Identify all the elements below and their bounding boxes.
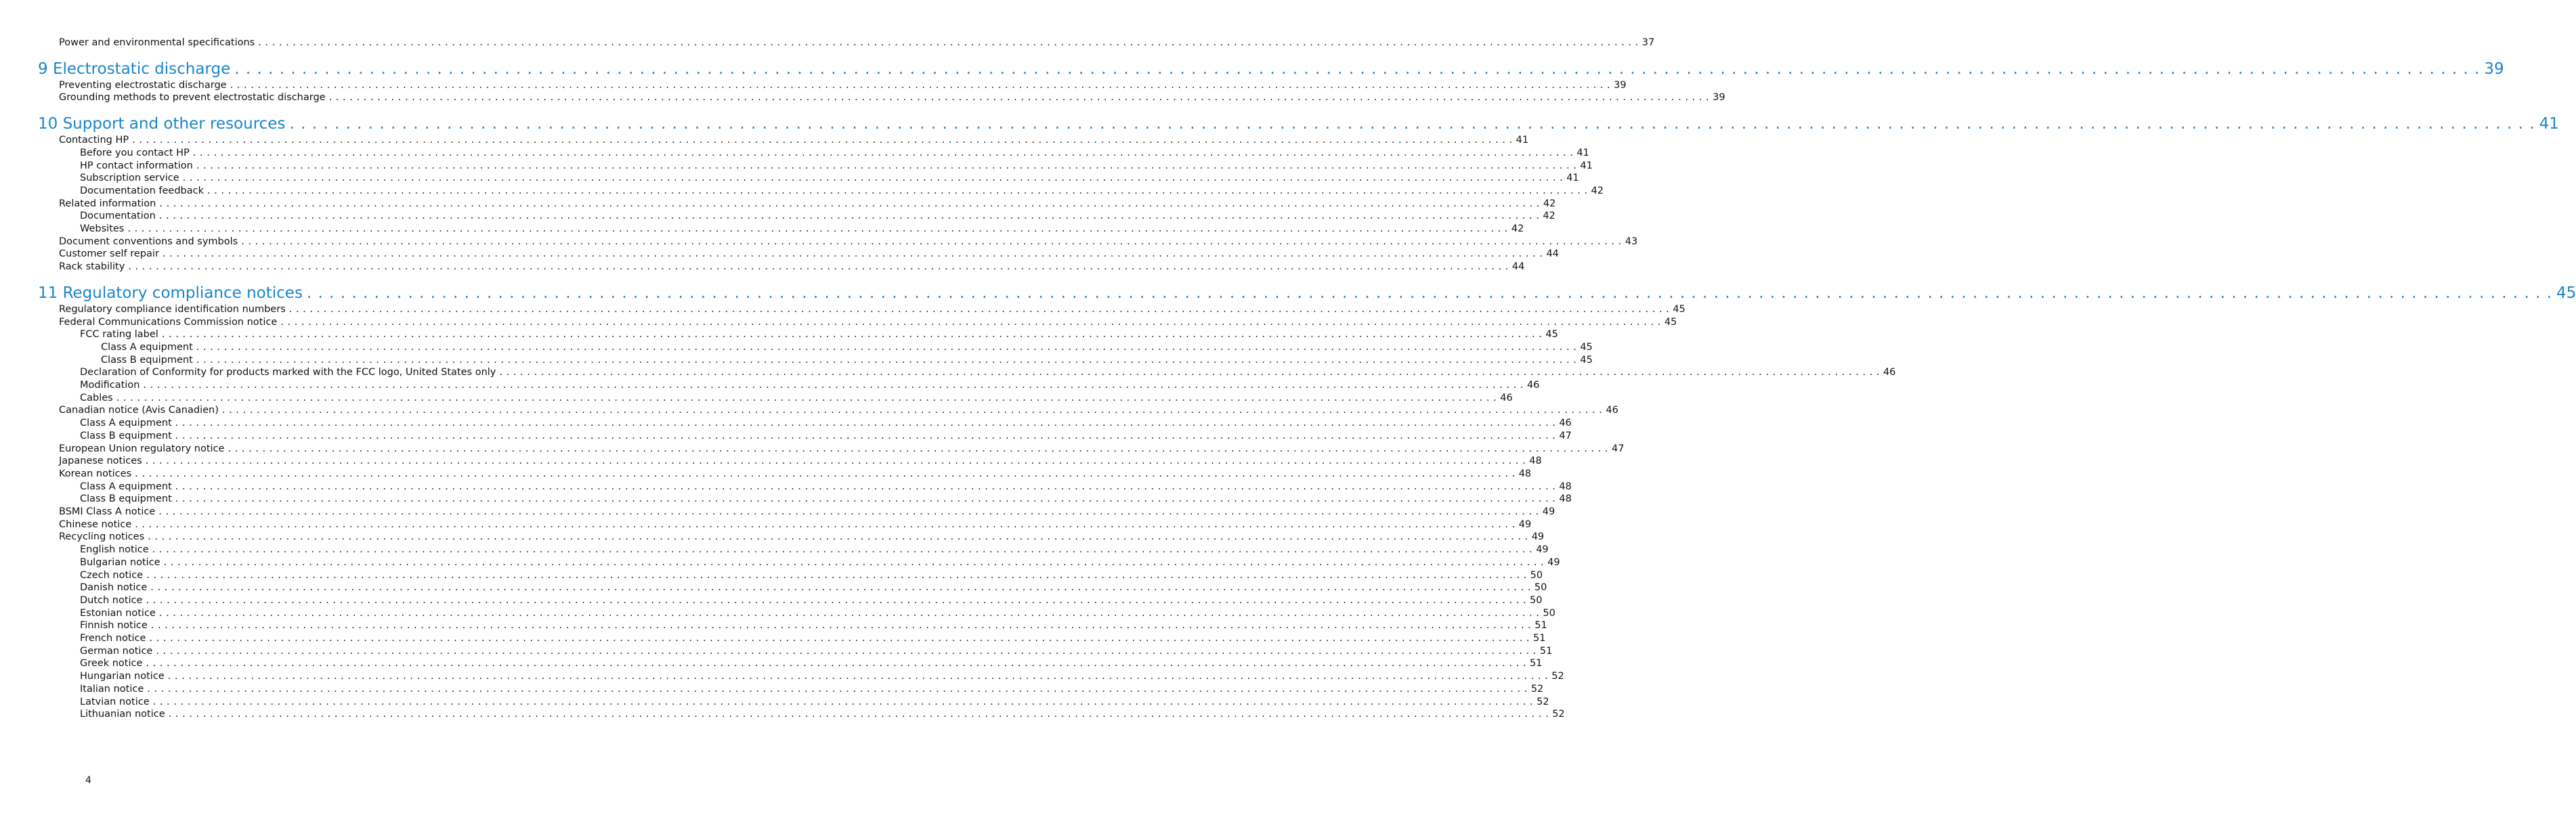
toc-page-number: 39	[2484, 60, 2504, 78]
toc-leader-dots: . . . . . . . . . . . . . . . . . . . . . . . . . . . . . . . . . . . . . . . . . . . . . . . . . . . . . . . . . . . . . . . . . . . . . . . . . . . . . . . . . . . . . . . . . . . . . . . . . . . . . . . . . . . . . . . . . . . . . . . . . . . . . . . . . . . . . . . . . . . . . . . . . . . . . . . . . . . . . . . . . . . . . . . . . . . . . . . . . . . . . . . . . . . . . . . . . . . . . . . .	[288, 303, 1670, 315]
toc-page-number: 44	[1546, 248, 1559, 260]
toc-page-number: 45	[1545, 329, 1558, 340]
toc-leader-dots: . . . . . . . . . . . . . . . . . . . . . . . . . . . . . . . . . . . . . . . . . . . . . . . . . . . . . . . . . . . . . . . . . . . . . . . . . . . . . . . . . . . . . . . . . . . . . . . . . . . . . . . . . . . . . . . . . . . . . . . . . . . . . . . . . . . . . . . . . . . . . . . . . . . . . . . . . . . . . . . . . . . . . . . . . . . . . . . . . . . . . . . . . . . . . . . . . . . . . . . .	[182, 173, 1564, 184]
toc-page-number: 47	[1611, 443, 1625, 454]
toc-entry-title: FCC rating label	[80, 329, 158, 340]
toc-entry-title: Regulatory compliance identification numbers	[59, 303, 286, 315]
toc-leader-dots: . . . . . . . . . . . . . . . . . . . . . . . . . . . . . . . . . . . . . . . . . . . . . . . . . . . . . . . . . . . . . . . . . . . . . . . . . . . . . . . . . . . . . . . . . . . . . . . . . . . . . . . . . . . . . . . . . . . . . . . . . . . . . . . . . . . . . . . . . . . . . . . . . . . . . . . . . . . . . . . . . . . . . . . . . . . . . . . . . . . . . . . . . . . . . . . . . . . . . . . .	[145, 456, 1526, 467]
toc-entry[interactable]	[80, 556, 1560, 569]
toc-leader-dots: . . . . . . . . . . . . . . . . . . . . . . . . . . . . . . . . . . . . . . . . . . . . . . . . . . . . . . . . . . . . . . . . . . . . . . . . . . . . . . . . . . . . . . . . . . . . . . . . . . . . . . . . . . . . . . . . . . . . . . . . . . . . . . . . . . . . . . . . . . . . . . . . . . . . . . . . . . . . . . . . . . . . . . . . . . . . . . . . . . . . . . . . . . . . . . . . . . . . . . . .	[167, 671, 1549, 682]
toc-page-number: 47	[1559, 430, 1572, 441]
toc-entry-title: Documentation	[80, 211, 156, 222]
toc-entry[interactable]	[80, 708, 1565, 721]
toc-entry[interactable]	[80, 607, 1555, 620]
toc-entry[interactable]	[59, 404, 1618, 417]
toc-leader-dots: . . . . . . . . . . . . . . . . . . . . . . . . . . . . . . . . . . . . . . . . . . . . . . . . . . . . . . . . . . . . . . . . . . . . . . . . . . . . . . . . . . . . . . . . . . . . . . . . . . . . . . . . . . . . . . . . . . . . . . . . . . . . . . . . . . . . . . . . . . . . . . . . . . . . . . . . . . . . . . . . . . . . . . . . . . . . . . . . . . . . . . . . . . . . . . . . . . . . . . . .	[306, 284, 2553, 302]
toc-page-number: 46	[1559, 418, 1572, 429]
toc-entry[interactable]	[80, 493, 1572, 506]
toc-entry-title: Documentation feedback	[80, 185, 204, 196]
toc-entry[interactable]	[80, 683, 1544, 696]
toc-entry-title: Recycling notices	[59, 531, 145, 543]
toc-page-number: 50	[1530, 594, 1543, 606]
toc-leader-dots: . . . . . . . . . . . . . . . . . . . . . . . . . . . . . . . . . . . . . . . . . . . . . . . . . . . . . . . . . . . . . . . . . . . . . . . . . . . . . . . . . . . . . . . . . . . . . . . . . . . . . . . . . . . . . . . . . . . . . . . . . . . . . . . . . . . . . . . . . . . . . . . . . . . . . . . . . . . . . . . . . . . . . . . . . . . . . . . . . . . . . . . . . . . . . . . . . . . . . . . .	[163, 556, 1545, 568]
toc-entry-title: Japanese notices	[59, 456, 142, 467]
toc-entry-title: French notice	[80, 633, 146, 644]
toc-entry[interactable]	[80, 645, 1553, 658]
toc-chapter-heading[interactable]	[38, 283, 2576, 303]
toc-entry[interactable]	[80, 417, 1572, 430]
toc-leader-dots: . . . . . . . . . . . . . . . . . . . . . . . . . . . . . . . . . . . . . . . . . . . . . . . . . . . . . . . . . . . . . . . . . . . . . . . . . . . . . . . . . . . . . . . . . . . . . . . . . . . . . . . . . . . . . . . . . . . . . . . . . . . . . . . . . . . . . . . . . . . . . . . . . . . . . . . . . . . . . . . . . . . . . . . . . . . . . . . . . . . . . . . . . . . . . . . . . . . . . . . .	[162, 248, 1543, 260]
toc-page-number: 43	[1625, 236, 1638, 247]
toc-leader-dots: . . . . . . . . . . . . . . . . . . . . . . . . . . . . . . . . . . . . . . . . . . . . . . . . . . . . . . . . . . . . . . . . . . . . . . . . . . . . . . . . . . . . . . . . . . . . . . . . . . . . . . . . . . . . . . . . . . . . . . . . . . . . . . . . . . . . . . . . . . . . . . . . . . . . . . . . . . . . . . . . . . . . . . . . . . . . . . . . . . . . . . . . . . . . . . . . . . . . . . . .	[127, 223, 1508, 234]
toc-leader-dots: . . . . . . . . . . . . . . . . . . . . . . . . . . . . . . . . . . . . . . . . . . . . . . . . . . . . . . . . . . . . . . . . . . . . . . . . . . . . . . . . . . . . . . . . . . . . . . . . . . . . . . . . . . . . . . . . . . . . . . . . . . . . . . . . . . . . . . . . . . . . . . . . . . . . . . . . . . . . . . . . . . . . . . . . . . . . . . . . . . . . . . . . . . . . . . . . . . . . . . . .	[152, 696, 1534, 707]
toc-entry-title: German notice	[80, 645, 153, 657]
toc-leader-dots: . . . . . . . . . . . . . . . . . . . . . . . . . . . . . . . . . . . . . . . . . . . . . . . . . . . . . . . . . . . . . . . . . . . . . . . . . . . . . . . . . . . . . . . . . . . . . . . . . . . . . . . . . . . . . . . . . . . . . . . . . . . . . . . . . . . . . . . . . . . . . . . . . . . . . . . . . . . . . . . . . . . . . . . . . . . . . . . . . . . . . . . . . . . . . . . . . . . . . . . .	[132, 135, 1513, 146]
toc-page-number: 41	[1566, 173, 1579, 184]
toc-page-number: 45	[1580, 354, 1593, 366]
toc-page-number: 45	[1673, 303, 1686, 315]
toc-page-number: 39	[1713, 92, 1725, 104]
toc-page-number: 48	[1559, 493, 1572, 505]
toc-entry[interactable]	[80, 366, 1896, 379]
toc-entry-title: Contacting HP	[59, 135, 129, 146]
toc-page-number: 37	[1641, 37, 1655, 48]
toc-entry-title: Italian notice	[80, 683, 144, 695]
toc-leader-dots: . . . . . . . . . . . . . . . . . . . . . . . . . . . . . . . . . . . . . . . . . . . . . . . . . . . . . . . . . . . . . . . . . . . . . . . . . . . . . . . . . . . . . . . . . . . . . . . . . . . . . . . . . . . . . . . . . . . . . . . . . . . . . . . . . . . . . . . . . . . . . . . . . . . . . . . . . . . . . . . . . . . . . . . . . . . . . . . . . . . . . . . . . . . . . . . . . . . . . . . .	[158, 506, 1539, 517]
toc-chapter-title: 9 Electrostatic discharge	[38, 60, 231, 78]
toc-page-number: 46	[1606, 405, 1618, 416]
toc-entry-title: Preventing electrostatic discharge	[59, 79, 227, 91]
toc-page-number: 51	[1534, 620, 1547, 632]
toc-entry[interactable]	[59, 261, 1525, 273]
toc-leader-dots: . . . . . . . . . . . . . . . . . . . . . . . . . . . . . . . . . . . . . . . . . . . . . . . . . . . . . . . . . . . . . . . . . . . . . . . . . . . . . . . . . . . . . . . . . . . . . . . . . . . . . . . . . . . . . . . . . . . . . . . . . . . . . . . . . . . . . . . . . . . . . . . . . . . . . . . . . . . . . . . . . . . . . . . . . . . . . . . . . . . . . . . . . . . . . . . . . . . . . . . .	[289, 115, 2535, 133]
toc-page-number: 49	[1542, 506, 1555, 517]
toc-entry[interactable]	[80, 594, 1543, 607]
toc-entry-title: Related information	[59, 198, 156, 209]
toc-entry-title: Document conventions and symbols	[59, 236, 238, 247]
toc-entry[interactable]	[80, 670, 1564, 683]
toc-entry[interactable]	[80, 632, 1546, 645]
toc-entry-title: English notice	[80, 544, 149, 556]
toc-entry-title: Chinese notice	[59, 519, 132, 530]
toc-entry[interactable]	[59, 91, 1725, 104]
toc-entry-title: Class B equipment	[80, 430, 172, 441]
toc-entry-title: Canadian notice (Avis Canadien)	[59, 405, 219, 416]
toc-page-number: 48	[1518, 468, 1532, 479]
toc-page-number: 44	[1511, 261, 1525, 273]
toc-page-number: 45	[1580, 341, 1593, 353]
toc-entry-title: Finnish notice	[80, 620, 148, 632]
toc-entry-title: Class B equipment	[101, 354, 193, 366]
toc-chapter-heading[interactable]	[38, 114, 2559, 134]
toc-entry[interactable]	[80, 569, 1543, 582]
toc-entry[interactable]	[80, 160, 1593, 173]
toc-entry-title: Class B equipment	[80, 493, 172, 505]
toc-entry-title: Websites	[80, 223, 125, 234]
toc-entry[interactable]	[59, 468, 1532, 481]
toc-entry[interactable]	[80, 328, 1558, 341]
toc-leader-dots: . . . . . . . . . . . . . . . . . . . . . . . . . . . . . . . . . . . . . . . . . . . . . . . . . . . . . . . . . . . . . . . . . . . . . . . . . . . . . . . . . . . . . . . . . . . . . . . . . . . . . . . . . . . . . . . . . . . . . . . . . . . . . . . . . . . . . . . . . . . . . . . . . . . . . . . . . . . . . . . . . . . . . . . . . . . . . . . . . . . . . . . . . . . . . . . . . . . . . . . .	[150, 582, 1531, 594]
toc-entry-title: Federal Communications Commission notice	[59, 316, 278, 328]
toc-page-number: 52	[1537, 696, 1549, 707]
toc-page-number: 49	[1536, 544, 1549, 556]
toc-leader-dots: . . . . . . . . . . . . . . . . . . . . . . . . . . . . . . . . . . . . . . . . . . . . . . . . . . . . . . . . . . . . . . . . . . . . . . . . . . . . . . . . . . . . . . . . . . . . . . . . . . . . . . . . . . . . . . . . . . . . . . . . . . . . . . . . . . . . . . . . . . . . . . . . . . . . . . . . . . . . . . . . . . . . . . . . . . . . . . . . . . . . . . . . . . . . . . . . . . . . . . . .	[135, 519, 1516, 530]
toc-entry-title: Hungarian notice	[80, 671, 165, 682]
toc-entry[interactable]	[80, 210, 1555, 223]
toc-entry[interactable]	[59, 316, 1677, 329]
toc-leader-dots: . . . . . . . . . . . . . . . . . . . . . . . . . . . . . . . . . . . . . . . . . . . . . . . . . . . . . . . . . . . . . . . . . . . . . . . . . . . . . . . . . . . . . . . . . . . . . . . . . . . . . . . . . . . . . . . . . . . . . . . . . . . . . . . . . . . . . . . . . . . . . . . . . . . . . . . . . . . . . . . . . . . . . . . . . . . . . . . . . . . . . . . . . . . . . . . . . . . . . . . .	[241, 236, 1622, 247]
toc-entry[interactable]	[59, 303, 1686, 316]
toc-entry-title: Class A equipment	[80, 481, 172, 492]
toc-page-number: 51	[1533, 633, 1546, 644]
toc-leader-dots: . . . . . . . . . . . . . . . . . . . . . . . . . . . . . . . . . . . . . . . . . . . . . . . . . . . . . . . . . . . . . . . . . . . . . . . . . . . . . . . . . . . . . . . . . . . . . . . . . . . . . . . . . . . . . . . . . . . . . . . . . . . . . . . . . . . . . . . . . . . . . . . . . . . . . . . . . . . . . . . . . . . . . . . . . . . . . . . . . . . . . . . . . . . . . . . . . . . . . . . .	[146, 569, 1527, 581]
toc-page-number: 48	[1529, 456, 1542, 467]
toc-page-number: 41	[2539, 115, 2559, 133]
toc-page-number: 49	[1531, 531, 1545, 543]
toc-entry[interactable]	[59, 248, 1559, 261]
toc-leader-dots: . . . . . . . . . . . . . . . . . . . . . . . . . . . . . . . . . . . . . . . . . . . . . . . . . . . . . . . . . . . . . . . . . . . . . . . . . . . . . . . . . . . . . . . . . . . . . . . . . . . . . . . . . . . . . . . . . . . . . . . . . . . . . . . . . . . . . . . . . . . . . . . . . . . . . . . . . . . . . . . . . . . . . . . . . . . . . . . . . . . . . . . . . . . . . . . . . . . . . . . .	[148, 531, 1528, 543]
toc-leader-dots: . . . . . . . . . . . . . . . . . . . . . . . . . . . . . . . . . . . . . . . . . . . . . . . . . . . . . . . . . . . . . . . . . . . . . . . . . . . . . . . . . . . . . . . . . . . . . . . . . . . . . . . . . . . . . . . . . . . . . . . . . . . . . . . . . . . . . . . . . . . . . . . . . . . . . . . . . . . . . . . . . . . . . . . . . . . . . . . . . . . . . . . . . . . . . . . . . . . . . . . .	[196, 354, 1577, 366]
toc-leader-dots: . . . . . . . . . . . . . . . . . . . . . . . . . . . . . . . . . . . . . . . . . . . . . . . . . . . . . . . . . . . . . . . . . . . . . . . . . . . . . . . . . . . . . . . . . . . . . . . . . . . . . . . . . . . . . . . . . . . . . . . . . . . . . . . . . . . . . . . . . . . . . . . . . . . . . . . . . . . . . . . . . . . . . . . . . . . . . . . . . . . . . . . . . . . . . . . . . . . . . . . .	[146, 594, 1527, 606]
toc-leader-dots: . . . . . . . . . . . . . . . . . . . . . . . . . . . . . . . . . . . . . . . . . . . . . . . . . . . . . . . . . . . . . . . . . . . . . . . . . . . . . . . . . . . . . . . . . . . . . . . . . . . . . . . . . . . . . . . . . . . . . . . . . . . . . . . . . . . . . . . . . . . . . . . . . . . . . . . . . . . . . . . . . . . . . . . . . . . . . . . . . . . . . . . . . . . . . . . . . . . . . . . .	[196, 341, 1577, 353]
toc-entry-title: Bulgarian notice	[80, 556, 160, 568]
toc-leader-dots: . . . . . . . . . . . . . . . . . . . . . . . . . . . . . . . . . . . . . . . . . . . . . . . . . . . . . . . . . . . . . . . . . . . . . . . . . . . . . . . . . . . . . . . . . . . . . . . . . . . . . . . . . . . . . . . . . . . . . . . . . . . . . . . . . . . . . . . . . . . . . . . . . . . . . . . . . . . . . . . . . . . . . . . . . . . . . . . . . . . . . . . . . . . . . . . . . . . . . . . .	[230, 79, 1611, 91]
toc-page-number: 50	[1534, 582, 1547, 594]
toc-entry[interactable]	[80, 379, 1540, 392]
toc-entry-title: Customer self repair	[59, 248, 159, 260]
toc-leader-dots: . . . . . . . . . . . . . . . . . . . . . . . . . . . . . . . . . . . . . . . . . . . . . . . . . . . . . . . . . . . . . . . . . . . . . . . . . . . . . . . . . . . . . . . . . . . . . . . . . . . . . . . . . . . . . . . . . . . . . . . . . . . . . . . . . . . . . . . . . . . . . . . . . . . . . . . . . . . . . . . . . . . . . . . . . . . . . . . . . . . . . . . . . . . . . . . . . . . . . . . .	[499, 367, 1880, 378]
toc-entry[interactable]	[59, 37, 1655, 49]
toc-entry-title: Before you contact HP	[80, 147, 190, 158]
toc-entry-title: Estonian notice	[80, 607, 156, 619]
toc-leader-dots: . . . . . . . . . . . . . . . . . . . . . . . . . . . . . . . . . . . . . . . . . . . . . . . . . . . . . . . . . . . . . . . . . . . . . . . . . . . . . . . . . . . . . . . . . . . . . . . . . . . . . . . . . . . . . . . . . . . . . . . . . . . . . . . . . . . . . . . . . . . . . . . . . . . . . . . . . . . . . . . . . . . . . . . . . . . . . . . . . . . . . . . . . . . . . . . . . . . . . . . .	[143, 380, 1524, 391]
toc-entry[interactable]	[80, 619, 1547, 632]
toc-entry-title: HP contact information	[80, 160, 193, 171]
toc-leader-dots: . . . . . . . . . . . . . . . . . . . . . . . . . . . . . . . . . . . . . . . . . . . . . . . . . . . . . . . . . . . . . . . . . . . . . . . . . . . . . . . . . . . . . . . . . . . . . . . . . . . . . . . . . . . . . . . . . . . . . . . . . . . . . . . . . . . . . . . . . . . . . . . . . . . . . . . . . . . . . . . . . . . . . . . . . . . . . . . . . . . . . . . . . . . . . . . . . . . . . . . .	[135, 468, 1516, 479]
toc-entry[interactable]	[59, 236, 1638, 248]
toc-entry[interactable]	[80, 392, 1513, 405]
toc-leader-dots: . . . . . . . . . . . . . . . . . . . . . . . . . . . . . . . . . . . . . . . . . . . . . . . . . . . . . . . . . . . . . . . . . . . . . . . . . . . . . . . . . . . . . . . . . . . . . . . . . . . . . . . . . . . . . . . . . . . . . . . . . . . . . . . . . . . . . . . . . . . . . . . . . . . . . . . . . . . . . . . . . . . . . . . . . . . . . . . . . . . . . . . . . . . . . . . . . . . . . . . .	[175, 481, 1556, 492]
toc-page-number: 42	[1591, 185, 1604, 196]
toc-entry-title: Greek notice	[80, 658, 143, 669]
toc-entry-title: Grounding methods to prevent electrostatic discharge	[59, 92, 326, 104]
toc-entry[interactable]	[101, 354, 1593, 367]
toc-leader-dots: . . . . . . . . . . . . . . . . . . . . . . . . . . . . . . . . . . . . . . . . . . . . . . . . . . . . . . . . . . . . . . . . . . . . . . . . . . . . . . . . . . . . . . . . . . . . . . . . . . . . . . . . . . . . . . . . . . . . . . . . . . . . . . . . . . . . . . . . . . . . . . . . . . . . . . . . . . . . . . . . . . . . . . . . . . . . . . . . . . . . . . . . . . . . . . . . . . . . . . . .	[146, 658, 1526, 669]
toc-leader-dots: . . . . . . . . . . . . . . . . . . . . . . . . . . . . . . . . . . . . . . . . . . . . . . . . . . . . . . . . . . . . . . . . . . . . . . . . . . . . . . . . . . . . . . . . . . . . . . . . . . . . . . . . . . . . . . . . . . . . . . . . . . . . . . . . . . . . . . . . . . . . . . . . . . . . . . . . . . . . . . . . . . . . . . . . . . . . . . . . . . . . . . . . . . . . . . . . . . . . . . . .	[175, 430, 1556, 441]
toc-entry[interactable]	[80, 430, 1572, 443]
toc-entry[interactable]	[80, 544, 1549, 556]
toc-entry-title: Dutch notice	[80, 594, 143, 606]
toc-entry[interactable]	[101, 341, 1593, 354]
toc-entry-title: Class A equipment	[101, 341, 193, 353]
toc-leader-dots: . . . . . . . . . . . . . . . . . . . . . . . . . . . . . . . . . . . . . . . . . . . . . . . . . . . . . . . . . . . . . . . . . . . . . . . . . . . . . . . . . . . . . . . . . . . . . . . . . . . . . . . . . . . . . . . . . . . . . . . . . . . . . . . . . . . . . . . . . . . . . . . . . . . . . . . . . . . . . . . . . . . . . . . . . . . . . . . . . . . . . . . . . . . . . . . . . . . . . . . .	[158, 607, 1540, 619]
toc-leader-dots: . . . . . . . . . . . . . . . . . . . . . . . . . . . . . . . . . . . . . . . . . . . . . . . . . . . . . . . . . . . . . . . . . . . . . . . . . . . . . . . . . . . . . . . . . . . . . . . . . . . . . . . . . . . . . . . . . . . . . . . . . . . . . . . . . . . . . . . . . . . . . . . . . . . . . . . . . . . . . . . . . . . . . . . . . . . . . . . . . . . . . . . . . . . . . . . . . . . . . . . .	[150, 620, 1532, 632]
toc-leader-dots: . . . . . . . . . . . . . . . . . . . . . . . . . . . . . . . . . . . . . . . . . . . . . . . . . . . . . . . . . . . . . . . . . . . . . . . . . . . . . . . . . . . . . . . . . . . . . . . . . . . . . . . . . . . . . . . . . . . . . . . . . . . . . . . . . . . . . . . . . . . . . . . . . . . . . . . . . . . . . . . . . . . . . . . . . . . . . . . . . . . . . . . . . . . . . . . . . . . . . . . .	[221, 405, 1603, 416]
toc-leader-dots: . . . . . . . . . . . . . . . . . . . . . . . . . . . . . . . . . . . . . . . . . . . . . . . . . . . . . . . . . . . . . . . . . . . . . . . . . . . . . . . . . . . . . . . . . . . . . . . . . . . . . . . . . . . . . . . . . . . . . . . . . . . . . . . . . . . . . . . . . . . . . . . . . . . . . . . . . . . . . . . . . . . . . . . . . . . . . . . . . . . . . . . . . . . . . . . . . . . . . . . .	[128, 261, 1509, 273]
toc-leader-dots: . . . . . . . . . . . . . . . . . . . . . . . . . . . . . . . . . . . . . . . . . . . . . . . . . . . . . . . . . . . . . . . . . . . . . . . . . . . . . . . . . . . . . . . . . . . . . . . . . . . . . . . . . . . . . . . . . . . . . . . . . . . . . . . . . . . . . . . . . . . . . . . . . . . . . . . . . . . . . . . . . . . . . . . . . . . . . . . . . . . . . . . . . . . . . . . . . . . . . . . .	[196, 160, 1577, 171]
toc-page-number: 46	[1500, 392, 1513, 403]
toc-leader-dots: . . . . . . . . . . . . . . . . . . . . . . . . . . . . . . . . . . . . . . . . . . . . . . . . . . . . . . . . . . . . . . . . . . . . . . . . . . . . . . . . . . . . . . . . . . . . . . . . . . . . . . . . . . . . . . . . . . . . . . . . . . . . . . . . . . . . . . . . . . . . . . . . . . . . . . . . . . . . . . . . . . . . . . . . . . . . . . . . . . . . . . . . . . . . . . . . . . . . . . . .	[207, 185, 1588, 196]
toc-entry-title: Declaration of Conformity for products marked with the FCC logo, United States only	[80, 367, 496, 378]
toc-entry-title: European Union regulatory notice	[59, 443, 225, 454]
toc-page-number: 51	[1529, 658, 1543, 669]
toc-page-number: 46	[1526, 380, 1540, 391]
toc-entry-title: Lithuanian notice	[80, 709, 165, 720]
toc-entry-title: Latvian notice	[80, 696, 150, 707]
toc-entry[interactable]	[59, 79, 1627, 92]
toc-page-number: 50	[1543, 607, 1555, 619]
toc-entry[interactable]	[80, 147, 1589, 160]
toc-entry[interactable]	[59, 519, 1532, 531]
toc-leader-dots: . . . . . . . . . . . . . . . . . . . . . . . . . . . . . . . . . . . . . . . . . . . . . . . . . . . . . . . . . . . . . . . . . . . . . . . . . . . . . . . . . . . . . . . . . . . . . . . . . . . . . . . . . . . . . . . . . . . . . . . . . . . . . . . . . . . . . . . . . . . . . . . . . . . . . . . . . . . . . . . . . . . . . . . . . . . . . . . . . . . . . . . . . . . . . . . . . . . . . . . .	[149, 633, 1530, 644]
toc-entry[interactable]	[59, 531, 1545, 544]
toc-page-number: 49	[1518, 519, 1532, 530]
toc-entry-title: Korean notices	[59, 468, 132, 479]
toc-page-number: 41	[1576, 147, 1589, 158]
toc-page-number: 39	[1614, 79, 1627, 91]
toc-leader-dots: . . . . . . . . . . . . . . . . . . . . . . . . . . . . . . . . . . . . . . . . . . . . . . . . . . . . . . . . . . . . . . . . . . . . . . . . . . . . . . . . . . . . . . . . . . . . . . . . . . . . . . . . . . . . . . . . . . . . . . . . . . . . . . . . . . . . . . . . . . . . . . . . . . . . . . . . . . . . . . . . . . . . . . . . . . . . . . . . . . . . . . . . . . . . . . . . . . . . . . . .	[228, 443, 1608, 454]
toc-page-number: 42	[1511, 223, 1524, 234]
toc-entry[interactable]	[80, 185, 1604, 198]
toc-entry-title: Modification	[80, 380, 140, 391]
toc-entry-title: Power and environmental specifications	[59, 37, 255, 48]
toc-entry-title: Cables	[80, 392, 113, 403]
toc-entry-title: Subscription service	[80, 173, 179, 184]
toc-page-number: 46	[1883, 367, 1896, 378]
toc-entry[interactable]	[80, 657, 1543, 670]
toc-entry-title: Rack stability	[59, 261, 125, 273]
toc-entry[interactable]	[59, 198, 1556, 211]
toc-leader-dots: . . . . . . . . . . . . . . . . . . . . . . . . . . . . . . . . . . . . . . . . . . . . . . . . . . . . . . . . . . . . . . . . . . . . . . . . . . . . . . . . . . . . . . . . . . . . . . . . . . . . . . . . . . . . . . . . . . . . . . . . . . . . . . . . . . . . . . . . . . . . . . . . . . . . . . . . . . . . . . . . . . . . . . . . . . . . . . . . . . . . . . . . . . . . . . . . . . . . . . . .	[158, 211, 1540, 222]
toc-entry-title: Danish notice	[80, 582, 148, 594]
toc-entry[interactable]	[59, 134, 1529, 147]
toc-entry[interactable]	[80, 696, 1549, 709]
toc-leader-dots: . . . . . . . . . . . . . . . . . . . . . . . . . . . . . . . . . . . . . . . . . . . . . . . . . . . . . . . . . . . . . . . . . . . . . . . . . . . . . . . . . . . . . . . . . . . . . . . . . . . . . . . . . . . . . . . . . . . . . . . . . . . . . . . . . . . . . . . . . . . . . . . . . . . . . . . . . . . . . . . . . . . . . . . . . . . . . . . . . . . . . . . . . . . . . . . . . . . . . . . .	[168, 709, 1549, 720]
toc-page-number: 51	[1539, 645, 1553, 657]
toc-entry[interactable]	[80, 481, 1572, 493]
toc-page-number: 49	[1547, 556, 1560, 568]
toc-leader-dots: . . . . . . . . . . . . . . . . . . . . . . . . . . . . . . . . . . . . . . . . . . . . . . . . . . . . . . . . . . . . . . . . . . . . . . . . . . . . . . . . . . . . . . . . . . . . . . . . . . . . . . . . . . . . . . . . . . . . . . . . . . . . . . . . . . . . . . . . . . . . . . . . . . . . . . . . . . . . . . . . . . . . . . . . . . . . . . . . . . . . . . . . . . . . . . . . . . . . . . . .	[175, 418, 1556, 429]
toc-chapter-title: 10 Support and other resources	[38, 115, 286, 133]
toc-entry[interactable]	[80, 172, 1579, 185]
toc-page-number: 45	[1664, 316, 1677, 328]
toc-entry-title: BSMI Class A notice	[59, 506, 156, 517]
toc-entry-title: Class A equipment	[80, 418, 172, 429]
page-number: 4	[85, 775, 91, 786]
toc-entry[interactable]	[80, 581, 1547, 594]
toc-leader-dots: . . . . . . . . . . . . . . . . . . . . . . . . . . . . . . . . . . . . . . . . . . . . . . . . . . . . . . . . . . . . . . . . . . . . . . . . . . . . . . . . . . . . . . . . . . . . . . . . . . . . . . . . . . . . . . . . . . . . . . . . . . . . . . . . . . . . . . . . . . . . . . . . . . . . . . . . . . . . . . . . . . . . . . . . . . . . . . . . . . . . . . . . . . . . . . . . . . . . . . . .	[175, 493, 1556, 505]
toc-leader-dots: . . . . . . . . . . . . . . . . . . . . . . . . . . . . . . . . . . . . . . . . . . . . . . . . . . . . . . . . . . . . . . . . . . . . . . . . . . . . . . . . . . . . . . . . . . . . . . . . . . . . . . . . . . . . . . . . . . . . . . . . . . . . . . . . . . . . . . . . . . . . . . . . . . . . . . . . . . . . . . . . . . . . . . . . . . . . . . . . . . . . . . . . . . . . . . . . . . . . . . . .	[328, 92, 1710, 104]
toc-page-number: 52	[1530, 683, 1544, 695]
toc-page-number: 52	[1552, 709, 1565, 720]
toc-leader-dots: . . . . . . . . . . . . . . . . . . . . . . . . . . . . . . . . . . . . . . . . . . . . . . . . . . . . . . . . . . . . . . . . . . . . . . . . . . . . . . . . . . . . . . . . . . . . . . . . . . . . . . . . . . . . . . . . . . . . . . . . . . . . . . . . . . . . . . . . . . . . . . . . . . . . . . . . . . . . . . . . . . . . . . . . . . . . . . . . . . . . . . . . . . . . . . . . . . . . . . . .	[161, 329, 1543, 340]
toc-leader-dots: . . . . . . . . . . . . . . . . . . . . . . . . . . . . . . . . . . . . . . . . . . . . . . . . . . . . . . . . . . . . . . . . . . . . . . . . . . . . . . . . . . . . . . . . . . . . . . . . . . . . . . . . . . . . . . . . . . . . . . . . . . . . . . . . . . . . . . . . . . . . . . . . . . . . . . . . . . . . . . . . . . . . . . . . . . . . . . . . . . . . . . . . . . . . . . . . . . . . . . . .	[192, 147, 1574, 158]
toc-leader-dots: . . . . . . . . . . . . . . . . . . . . . . . . . . . . . . . . . . . . . . . . . . . . . . . . . . . . . . . . . . . . . . . . . . . . . . . . . . . . . . . . . . . . . . . . . . . . . . . . . . . . . . . . . . . . . . . . . . . . . . . . . . . . . . . . . . . . . . . . . . . . . . . . . . . . . . . . . . . . . . . . . . . . . . . . . . . . . . . . . . . . . . . . . . . . . . . . . . . . . . . .	[234, 60, 2481, 78]
toc-entry[interactable]	[59, 455, 1542, 468]
toc-page-number: 42	[1543, 211, 1555, 222]
toc-chapter-title: 11 Regulatory compliance notices	[38, 284, 303, 302]
toc-leader-dots: . . . . . . . . . . . . . . . . . . . . . . . . . . . . . . . . . . . . . . . . . . . . . . . . . . . . . . . . . . . . . . . . . . . . . . . . . . . . . . . . . . . . . . . . . . . . . . . . . . . . . . . . . . . . . . . . . . . . . . . . . . . . . . . . . . . . . . . . . . . . . . . . . . . . . . . . . . . . . . . . . . . . . . . . . . . . . . . . . . . . . . . . . . . . . . . . . . . . . . . .	[280, 316, 1661, 328]
toc-page-number: 41	[1516, 135, 1529, 146]
toc-entry[interactable]	[59, 443, 1625, 456]
toc-leader-dots: . . . . . . . . . . . . . . . . . . . . . . . . . . . . . . . . . . . . . . . . . . . . . . . . . . . . . . . . . . . . . . . . . . . . . . . . . . . . . . . . . . . . . . . . . . . . . . . . . . . . . . . . . . . . . . . . . . . . . . . . . . . . . . . . . . . . . . . . . . . . . . . . . . . . . . . . . . . . . . . . . . . . . . . . . . . . . . . . . . . . . . . . . . . . . . . . . . . . . . . .	[159, 198, 1540, 209]
toc-page-number: 52	[1551, 671, 1564, 682]
toc-page-number: 41	[1580, 160, 1593, 171]
toc-leader-dots: . . . . . . . . . . . . . . . . . . . . . . . . . . . . . . . . . . . . . . . . . . . . . . . . . . . . . . . . . . . . . . . . . . . . . . . . . . . . . . . . . . . . . . . . . . . . . . . . . . . . . . . . . . . . . . . . . . . . . . . . . . . . . . . . . . . . . . . . . . . . . . . . . . . . . . . . . . . . . . . . . . . . . . . . . . . . . . . . . . . . . . . . . . . . . . . . . . . . . . . .	[258, 37, 1639, 48]
toc-chapter-heading[interactable]	[38, 59, 2504, 79]
toc-leader-dots: . . . . . . . . . . . . . . . . . . . . . . . . . . . . . . . . . . . . . . . . . . . . . . . . . . . . . . . . . . . . . . . . . . . . . . . . . . . . . . . . . . . . . . . . . . . . . . . . . . . . . . . . . . . . . . . . . . . . . . . . . . . . . . . . . . . . . . . . . . . . . . . . . . . . . . . . . . . . . . . . . . . . . . . . . . . . . . . . . . . . . . . . . . . . . . . . . . . . . . . .	[147, 683, 1528, 695]
toc-entry[interactable]	[80, 223, 1524, 236]
toc-entry[interactable]	[59, 506, 1555, 519]
toc-page-number: 50	[1530, 569, 1543, 581]
toc-page-number: 48	[1559, 481, 1572, 492]
toc-leader-dots: . . . . . . . . . . . . . . . . . . . . . . . . . . . . . . . . . . . . . . . . . . . . . . . . . . . . . . . . . . . . . . . . . . . . . . . . . . . . . . . . . . . . . . . . . . . . . . . . . . . . . . . . . . . . . . . . . . . . . . . . . . . . . . . . . . . . . . . . . . . . . . . . . . . . . . . . . . . . . . . . . . . . . . . . . . . . . . . . . . . . . . . . . . . . . . . . . . . . . . . .	[152, 544, 1533, 556]
toc-page-number: 45	[2556, 284, 2576, 302]
toc-entry-title: Czech notice	[80, 569, 144, 581]
toc-leader-dots: . . . . . . . . . . . . . . . . . . . . . . . . . . . . . . . . . . . . . . . . . . . . . . . . . . . . . . . . . . . . . . . . . . . . . . . . . . . . . . . . . . . . . . . . . . . . . . . . . . . . . . . . . . . . . . . . . . . . . . . . . . . . . . . . . . . . . . . . . . . . . . . . . . . . . . . . . . . . . . . . . . . . . . . . . . . . . . . . . . . . . . . . . . . . . . . . . . . . . . . .	[156, 645, 1537, 657]
toc-leader-dots: . . . . . . . . . . . . . . . . . . . . . . . . . . . . . . . . . . . . . . . . . . . . . . . . . . . . . . . . . . . . . . . . . . . . . . . . . . . . . . . . . . . . . . . . . . . . . . . . . . . . . . . . . . . . . . . . . . . . . . . . . . . . . . . . . . . . . . . . . . . . . . . . . . . . . . . . . . . . . . . . . . . . . . . . . . . . . . . . . . . . . . . . . . . . . . . . . . . . . . . .	[116, 392, 1497, 403]
toc-page-number: 42	[1543, 198, 1556, 209]
